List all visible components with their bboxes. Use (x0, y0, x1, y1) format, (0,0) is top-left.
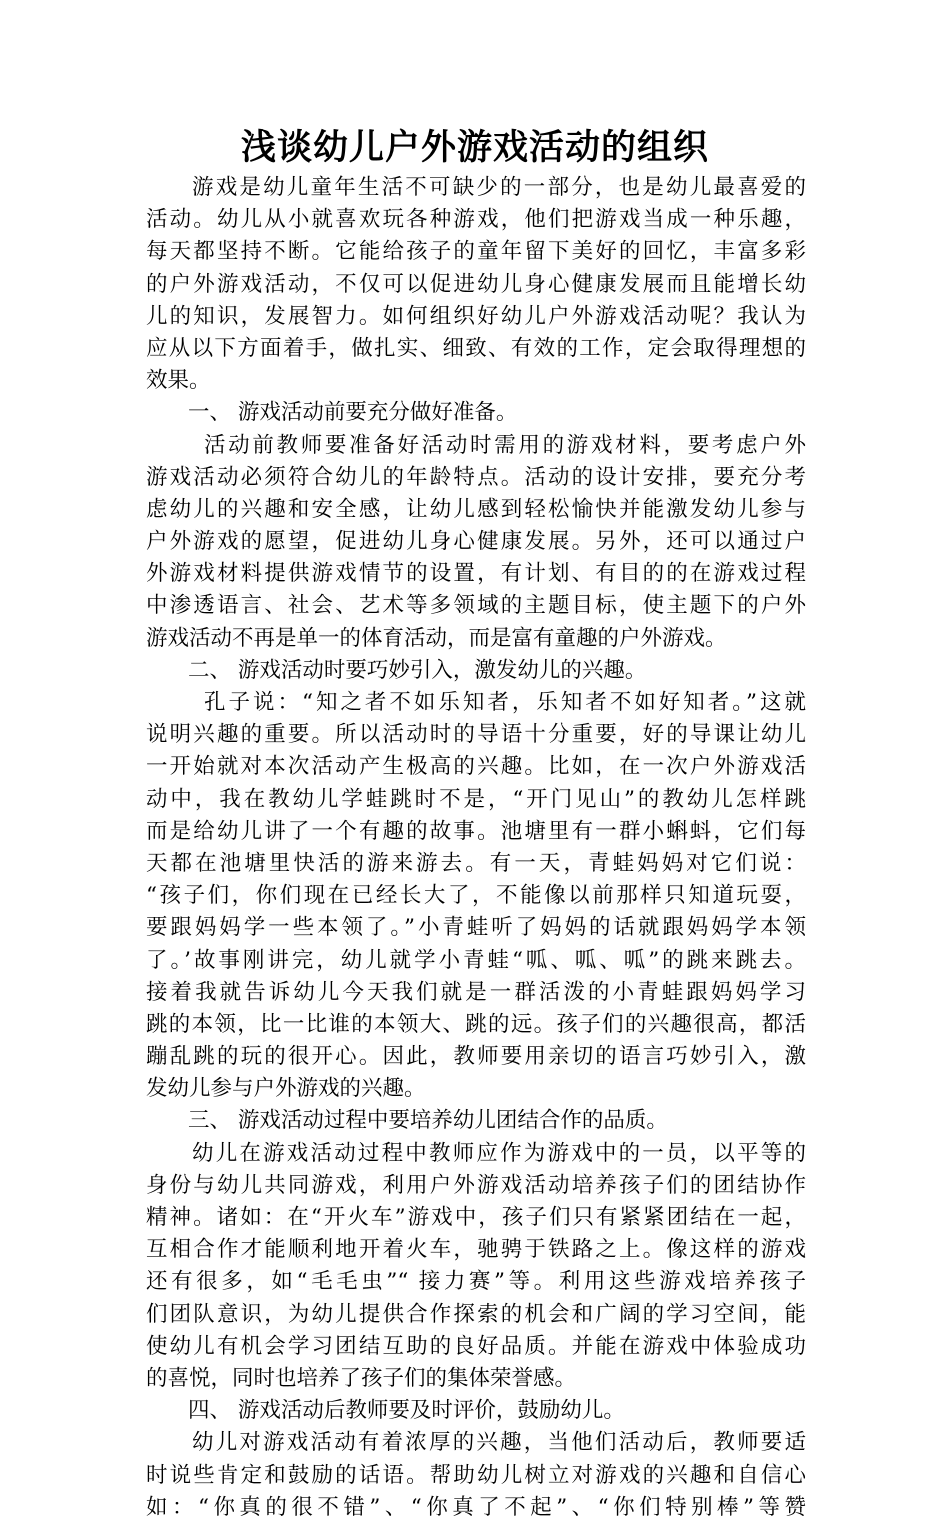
paragraph-line: 说明兴趣的重要。所以活动时的导语十分重要，好的导课让幼儿 (146, 722, 806, 748)
paragraph-line: 还有很多，如“毛毛虫”“ 接力赛”等。利用这些游戏培养孩子 (146, 1269, 806, 1295)
paragraph-line: 游戏活动必须符合幼儿的年龄特点。活动的设计安排，要充分考 (146, 464, 806, 490)
paragraph-line: 发幼儿参与户外游戏的兴趣。 (146, 1076, 426, 1102)
paragraph-line: 如：“你真的很不错”、“你真了不起”、“你们特别棒”等赞 (146, 1494, 806, 1520)
paragraph-line: 天都在池塘里快活的游来游去。有一天，青蛙妈妈对它们说： (146, 850, 806, 876)
paragraph-line: 动中，我在教幼儿学蛙跳时不是，“开门见山”的教幼儿怎样跳 (146, 786, 806, 812)
paragraph-line: 接着我就告诉幼儿今天我们就是一群活泼的小青蛙跟妈妈学习 (146, 979, 806, 1005)
paragraph-line: 们团队意识，为幼儿提供合作探索的机会和广阔的学习空间，能 (146, 1301, 806, 1327)
paragraph-line: 互相合作才能顺利地开着火车，驰骋于铁路之上。像这样的游戏 (146, 1237, 806, 1263)
section-heading: 四、 游戏活动后教师要及时评价，鼓励幼儿。 (188, 1398, 625, 1424)
section-heading: 三、 游戏活动过程中要培养幼儿团结合作的品质。 (188, 1108, 668, 1134)
paragraph-line: 外游戏材料提供游戏情节的设置，有计划、有目的的在游戏过程 (146, 561, 806, 587)
paragraph-line: 儿的知识，发展智力。如何组织好幼儿户外游戏活动呢？我认为 (146, 303, 806, 329)
document-body (146, 172, 806, 1524)
paragraph-line: 了。’故事刚讲完，幼儿就学小青蛙“呱、呱、呱”的跳来跳去。 (146, 947, 806, 973)
paragraph-line: 一开始就对本次活动产生极高的兴趣。比如，在一次户外游戏活 (146, 754, 806, 780)
paragraph-line: 每天都坚持不断。它能给孩子的童年留下美好的回忆，丰富多彩 (146, 239, 806, 265)
paragraph-line: 虑幼儿的兴趣和安全感，让幼儿感到轻松愉快并能激发幼儿参与 (146, 496, 806, 522)
paragraph-line: 幼儿对游戏活动有着浓厚的兴趣，当他们活动后，教师要适 (192, 1430, 806, 1456)
paragraph-line: 游戏是幼儿童年生活不可缺少的一部分，也是幼儿最喜爱的 (192, 175, 806, 200)
paragraph-line: 的喜悦，同时也培养了孩子们的集体荣誉感。 (146, 1365, 577, 1391)
paragraph-line: 户外游戏的愿望，促进幼儿身心健康发展。另外，还可以通过户 (146, 529, 806, 555)
paragraph-line: 活动前教师要准备好活动时需用的游戏材料，要考虑户外 (204, 432, 806, 458)
paragraph-line: 精神。诸如：在“开火车”游戏中，孩子们只有紧紧团结在一起， (146, 1205, 806, 1230)
paragraph-line: 活动。幼儿从小就喜欢玩各种游戏，他们把游戏当成一种乐趣， (146, 207, 806, 233)
paragraph-line: 跳的本领，比一比谁的本领大、跳的远。孩子们的兴趣很高，都活 (146, 1011, 806, 1037)
paragraph-line: 游戏活动不再是单一的体育活动，而是富有童趣的户外游戏。 (146, 625, 727, 651)
paragraph-line: 的户外游戏活动，不仅可以促进幼儿身心健康发展而且能增长幼 (146, 271, 806, 297)
paragraph-line: 而是给幼儿讲了一个有趣的故事。池塘里有一群小蝌蚪，它们每 (146, 818, 806, 844)
paragraph-line: 效果。 (146, 368, 211, 394)
paragraph-line: 蹦乱跳的玩的很开心。因此，教师要用亲切的语言巧妙引入，激 (146, 1044, 806, 1070)
paragraph-line: 孔子说：“知之者不如乐知者，乐知者不如好知者。”这就 (204, 690, 806, 715)
paragraph-line: 幼儿在游戏活动过程中教师应作为游戏中的一员，以平等的 (192, 1140, 806, 1166)
paragraph-line: 使幼儿有机会学习团结互助的良好品质。并能在游戏中体验成功 (146, 1333, 806, 1359)
paragraph-line: 身份与幼儿共同游戏，利用户外游戏活动培养孩子们的团结协作 (146, 1172, 806, 1198)
paragraph-line: 应从以下方面着手，做扎实、细致、有效的工作，定会取得理想的 (146, 335, 806, 361)
section-heading: 二、 游戏活动时要巧妙引入，激发幼儿的兴趣。 (188, 657, 647, 683)
paragraph-line: 中渗透语言、社会、艺术等多领域的主题目标，使主题下的户外 (146, 593, 806, 619)
paragraph-line: 时说些肯定和鼓励的话语。帮助幼儿树立对游戏的兴趣和自信心 (146, 1462, 806, 1488)
paragraph-line: “孩子们，你们现在已经长大了，不能像以前那样只知道玩耍， (146, 883, 806, 909)
document-title: 浅谈幼儿户外游戏活动的组织 (240, 128, 709, 168)
paragraph-line: 要跟妈妈学一些本领了。”小青蛙听了妈妈的话就跟妈妈学本领 (146, 915, 806, 941)
section-heading: 一、 游戏活动前要充分做好准备。 (188, 400, 518, 426)
